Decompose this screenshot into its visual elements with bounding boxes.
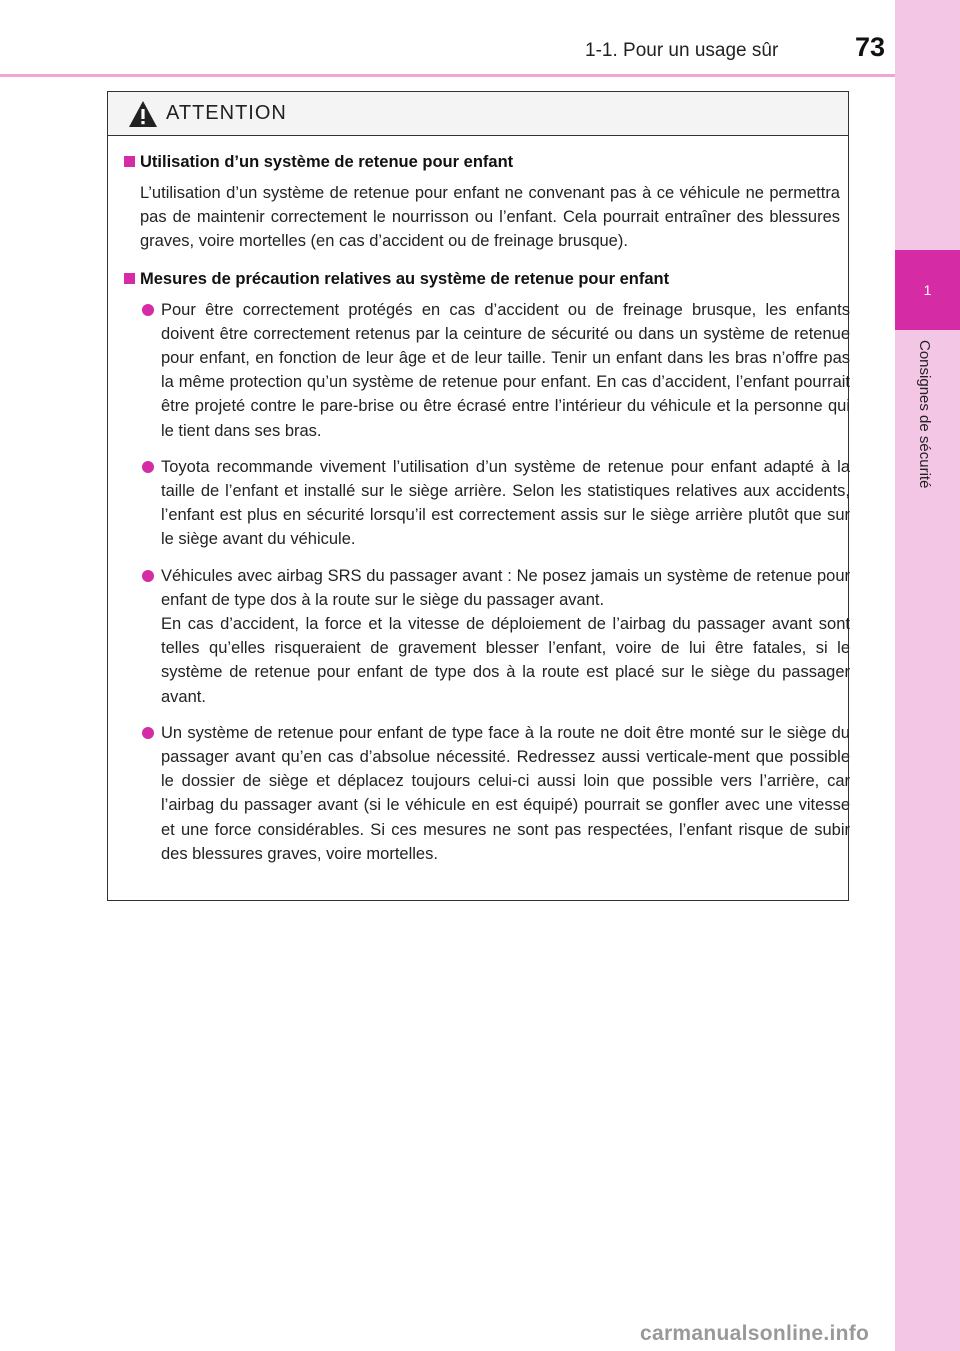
chapter-number: 1 <box>923 282 932 298</box>
square-bullet-icon <box>124 156 135 167</box>
list-item-text: Pour être correctement protégés en cas d’accident ou de freinage brusque, les enfants doivent être correctement retenus par la ceinture de sécurité ou dans un système de retenue pour enfant, en fonction de leur âge et de leur taille. Tenir un enfant dans les bras n’offre pas la même protection qu’un système de retenue pour enfant. En cas d’accident, l’enfant pourrait être projeté contre le pare-brise ou être écrasé entre l’intérieur du véhicule et la personne qui le tient dans ses bras. <box>161 300 850 440</box>
warning-title: ATTENTION <box>166 102 287 124</box>
section-precautions <box>116 268 850 866</box>
section-title: 1-1. Pour un usage sûr <box>585 40 779 61</box>
list-item <box>140 564 850 709</box>
warning-triangle-icon <box>128 100 158 128</box>
list-item <box>140 298 850 443</box>
page-number: 73 <box>854 32 885 62</box>
list-item-text: Véhicules avec airbag SRS du passager avant : Ne posez jamais un système de retenue pour enfant de type dos à la route sur le siège du passager avant. <box>161 566 850 609</box>
section-child-restraint-use <box>116 151 840 254</box>
round-bullet-icon <box>142 727 154 739</box>
chapter-label: Consignes de sécurité <box>916 340 933 489</box>
round-bullet-icon <box>142 570 154 582</box>
section-heading <box>116 268 840 290</box>
site-watermark: carmanualsonline.info <box>640 1322 870 1345</box>
list-item <box>140 455 850 552</box>
chapter-side-tab <box>895 0 960 1351</box>
round-bullet-icon <box>142 304 154 316</box>
header-rule <box>0 74 895 77</box>
warning-body <box>108 136 848 866</box>
section-heading <box>116 151 840 173</box>
list-item-text: Un système de retenue pour enfant de type face à la route ne doit être monté sur le siège du passager avant qu’en cas d’absolue nécessité. Redressez aussi verticale-ment que possible le dossier de siège et déplacez toujours celui-ci aussi loin que possible vers l’arrière, car l’airbag du passager avant (si le véhicule en est équipé) pourrait se gonfler avec une vitesse et une force considérables. Si ces mesures ne sont pas respectées, l’enfant risque de subir des blessures graves, voire mortelles. <box>161 723 850 863</box>
section-paragraph: L’utilisation d’un système de retenue pour enfant ne convenant pas à ce véhicule ne permettra pas de maintenir correctement le nourrisson ou l’enfant. Cela pourrait entraîner des blessures graves, voire mortelles (en cas d’accident ou de freinage brusque). <box>140 184 840 251</box>
warning-box <box>107 91 849 901</box>
round-bullet-icon <box>142 461 154 473</box>
list-item <box>140 721 850 866</box>
section-heading-text: Utilisation d’un système de retenue pour enfant <box>140 153 514 171</box>
list-item-text: Toyota recommande vivement l’utilisation d’un système de retenue pour enfant adapté à la taille de l’enfant et installé sur le siège arrière. Selon les statistiques relatives aux accidents, l’enfant est plus en sécurité lorsqu’il est correctement assis sur le siège arrière plutôt que sur le siège avant du véhicule. <box>161 457 850 549</box>
list-item-continuation: En cas d’accident, la force et la vitesse de déploiement de l’airbag du passager avant sont telles qu’elles risqueraient de gravement blesser l’enfant, voire de lui être fatales, si le système de retenue pour enfant de type dos à la route est placé sur le siège du passager avant. <box>161 615 850 706</box>
chapter-number-tab[interactable] <box>895 250 960 330</box>
square-bullet-icon <box>124 273 135 284</box>
section-heading-text: Mesures de précaution relatives au système de retenue pour enfant <box>140 269 670 288</box>
warning-header <box>108 92 848 136</box>
